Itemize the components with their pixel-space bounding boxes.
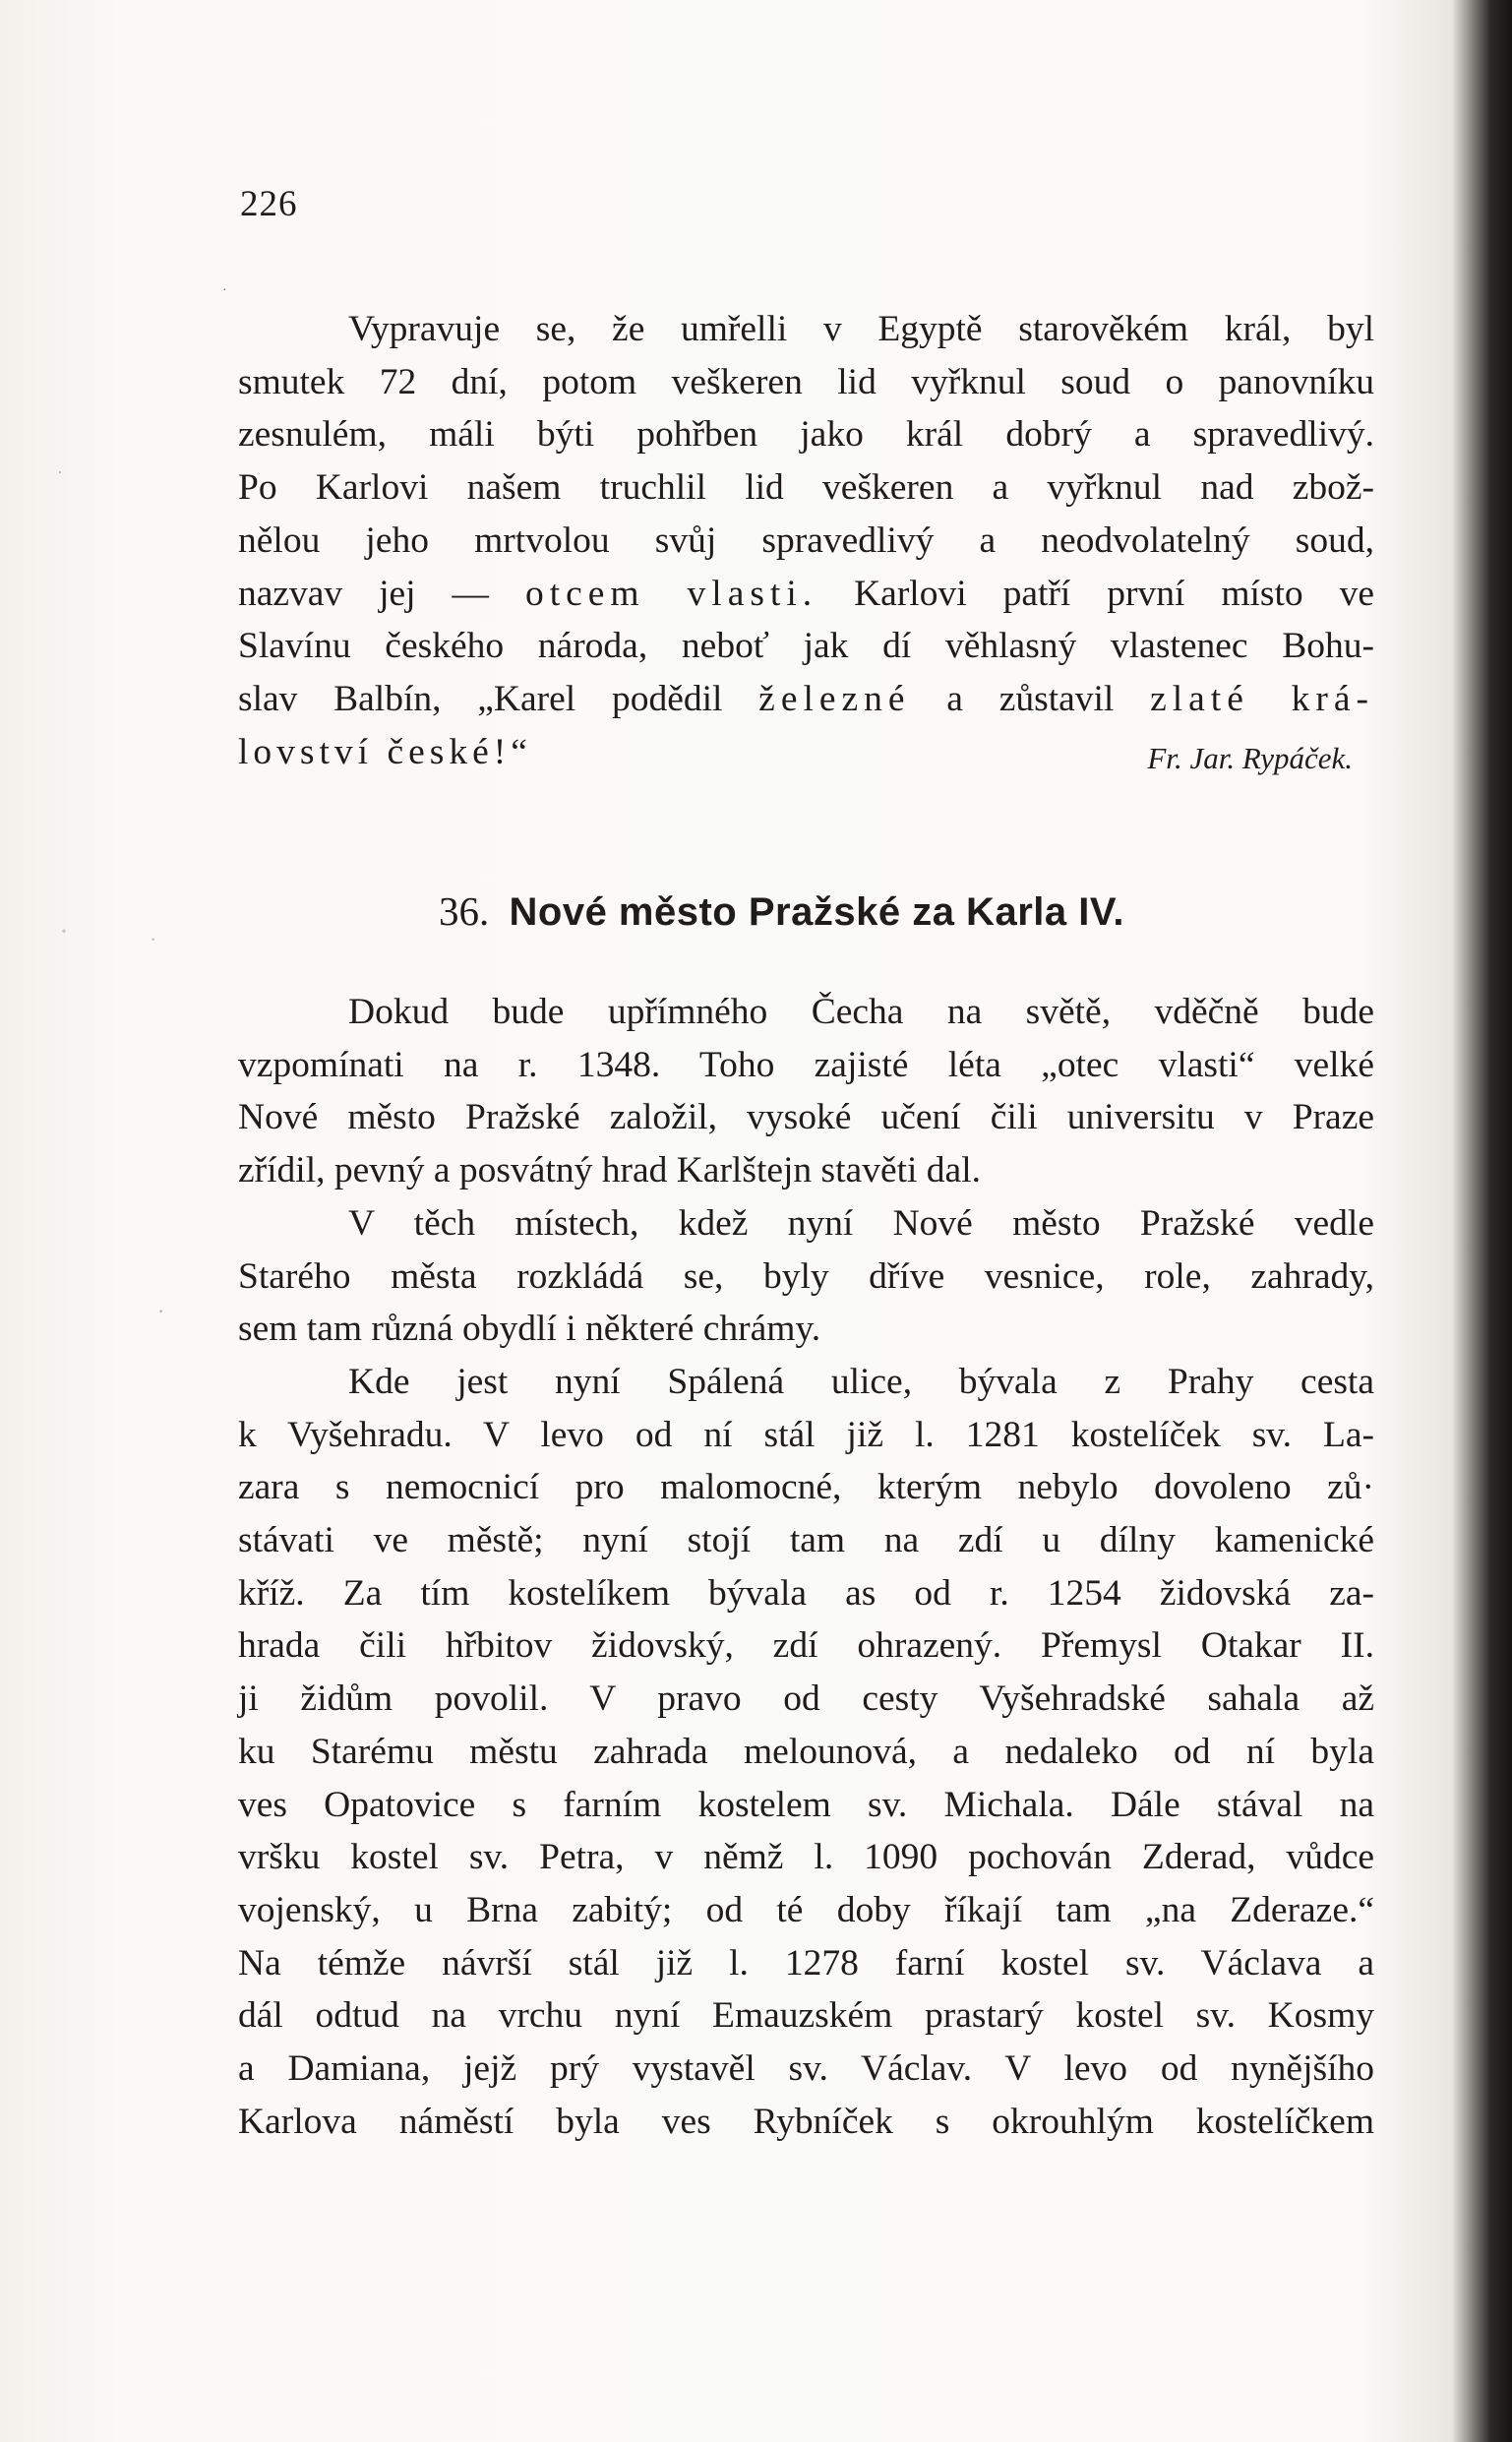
section-heading: [439, 887, 1124, 935]
text-line: Slavínu českého národa, neboť jak dí věhlasný vlastenec Bohu-: [238, 626, 1374, 667]
text-line: Karlova náměstí byla ves Rybníček s okrouhlým kostelíčkem: [238, 2101, 1374, 2142]
text-line: kříž. Za tím kostelíkem bývala as od r. 1254 židovská za-: [238, 1572, 1374, 1614]
scan-speck: ·: [57, 462, 63, 482]
text-line: hrada čili hřbitov židovský, zdí ohrazený. Přemysl Otakar II.: [238, 1625, 1374, 1667]
text-line: V těch místech, kdež nyní Nové město Pražské vedle: [348, 1202, 1374, 1244]
text-line: Kde jest nyní Spálená ulice, bývala z Prahy cesta: [348, 1361, 1374, 1402]
text-line: ku Starému městu zahrada melounová, a nedaleko od ní byla: [238, 1731, 1374, 1772]
scan-speck: ·: [222, 283, 227, 298]
section-title: Nové město Pražské za Karla IV.: [509, 890, 1124, 934]
text-line: ves Opatovice s farním kostelem sv. Michala. Dále stával na: [238, 1784, 1374, 1825]
text-segment: nazvav jej —: [238, 573, 525, 614]
scan-speck: ·: [150, 927, 157, 951]
section-body: [238, 986, 1374, 2148]
text-line: ji židům povolil. V pravo od cesty Vyšehradské sahala až: [238, 1679, 1374, 1720]
text-line: a Damiana, jejž prý vystavěl sv. Václav. V levo od nynějšího: [238, 2048, 1374, 2090]
scan-speck: ·: [157, 1299, 165, 1323]
text-segment: Karlovi patří první místo ve: [817, 573, 1374, 614]
text-line: vršku kostel sv. Petra, v němž l. 1090 pochován Zderad, vůdce: [238, 1837, 1374, 1878]
text-line: Na témže návrší stál již l. 1278 farní kostel sv. Václava a: [238, 1942, 1374, 1984]
text-line: k Vyšehradu. V levo od ní stál již l. 1281 kostelíček sv. La-: [238, 1414, 1374, 1455]
page-number: 226: [240, 184, 298, 224]
text-segment: slav Balbín, „Karel podědil: [238, 678, 759, 719]
text-line: dál odtud na vrchu nyní Emauzském prastarý kostel sv. Kosmy: [238, 1995, 1374, 2037]
text-line: zesnulém, máli býti pohřben jako král dobrý a spravedlivý.: [238, 414, 1374, 456]
text-line: smutek 72 dní, potom veškeren lid vyřknul soud o panovníku: [238, 361, 1374, 402]
text-line: Starého města rozkládá se, byly dříve vesnice, role, zahrady,: [238, 1255, 1374, 1297]
paragraph-intro: [238, 303, 1374, 726]
text-line: Vypravuje se, že umřelli v Egyptě starověkém král, byl: [348, 309, 1374, 349]
section-number: 36.: [439, 888, 490, 934]
text-line: Nové město Pražské založil, vysoké učení čili universitu v Praze: [238, 1097, 1374, 1138]
text-line: [238, 673, 1374, 726]
text-segment: a zůstavil: [910, 678, 1151, 719]
text-line: zara s nemocnicí pro malomocné, kterým nebylo dovoleno zů·: [238, 1467, 1374, 1508]
emphasized-text: otcem vlasti.: [524, 573, 818, 614]
text-line: [238, 568, 1374, 621]
signature-line: [238, 726, 1374, 779]
emphasized-text: zlaté krá-: [1150, 678, 1374, 719]
emphasized-text: železné: [758, 678, 911, 719]
text-line: Dokud bude upřímného Čecha na světě, vděčně bude: [348, 992, 1374, 1032]
text-line: sem tam různá obydlí i některé chrámy.: [238, 1309, 821, 1350]
text-line: zřídil, pevný a posvátný hrad Karlštejn stavěti dal.: [238, 1150, 981, 1191]
text-line: vzpomínati na r. 1348. Toho zajisté léta „otec vlasti“ velké: [238, 1044, 1374, 1085]
text-line: vojenský, u Brna zabitý; od té doby říkají tam „na Zderaze.“: [238, 1889, 1374, 1930]
text-line: nělou jeho mrtvolou svůj spravedlivý a neodvolatelný soud,: [238, 519, 1374, 561]
scan-speck: ·: [59, 915, 69, 947]
text-line: stávati ve městě; nyní stojí tam na zdí u dílny kamenické: [238, 1520, 1374, 1561]
author-signature: Fr. Jar. Rypáček.: [1147, 741, 1353, 775]
text-line: Po Karlovi našem truchlil lid veškeren a vyřknul nad zbož-: [238, 467, 1374, 509]
emphasized-text: lovství české!“: [238, 732, 532, 772]
